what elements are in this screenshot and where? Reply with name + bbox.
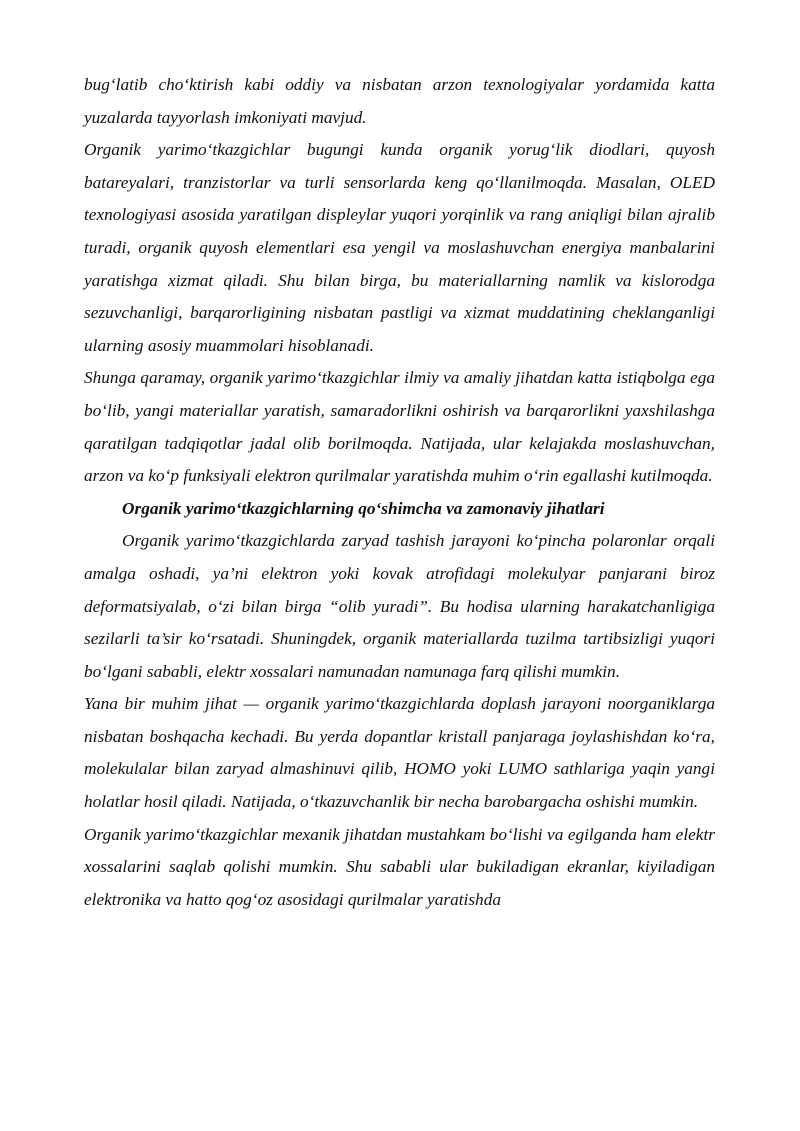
paragraph-charge-transport: Organik yarimo‘tkazgichlarda zaryad tashish jarayoni ko‘pincha polaronlar orqali amalga oshadi, ya’ni elektron yoki kovak atrofidagi molekulyar panjarani biroz deformatsiyalab, o‘zi bilan birga “olib yuradi”. Bu hodisa ularning harakatchanligiga sezilarli ta’sir ko‘rsatadi. Shuningdek, organik materiallarda tuzilma tartibsizligi yuqori bo‘lgani sababli, elektr xossalari namunadan namunaga farq qilishi mumkin. — [84, 531, 715, 681]
paragraph-applications: Organik yarimo‘tkazgichlar bugungi kunda organik yorug‘lik diodlari, quyosh batareyalari, tranzistorlar va turli sensorlarda keng qo‘llanilmoqda. Masalan, OLED texnologiyasi asosida yaratilgan displeylar yuqori yorqinlik va rang aniqligi bilan ajralib turadi, organik quyosh elementlari esa yengil va moslashuvchan energiya manbalarini yaratishga xizmat qiladi. Shu bilan birga, bu materiallarning namlik va kislorodga sezuvchanligi, barqarorligining nisbatan pastligi va xizmat muddatining cheklanganligi ularning asosiy muammolari hisoblanadi. — [84, 140, 715, 355]
paragraph-doping: Yana bir muhim jihat — organik yarimo‘tkazgichlarda doplash jarayoni noorganiklarga nisbatan boshqacha kechadi. Bu yerda dopantlar kristall panjaraga joylashishdan ko‘ra, molekulalar bilan zaryad almashinuvi qilib, HOMO yoki LUMO sathlariga yaqin yangi holatlar hosil qiladi. Natijada, o‘tkazuvchanlik bir necha barobargacha oshishi mumkin. — [84, 694, 715, 812]
paragraph-continued: bug‘latib cho‘ktirish kabi oddiy va nisbatan arzon texnologiyalar yordamida katta yuzalarda tayyorlash imkoniyati mavjud. — [84, 75, 715, 127]
section-heading: Organik yarimo‘tkazgichlarning qo‘shimcha va zamonaviy jihatlari — [122, 498, 605, 518]
paragraph-prospects: Shunga qaramay, organik yarimo‘tkazgichlar ilmiy va amaliy jihatdan katta istiqbolga ega bo‘lib, yangi materiallar yaratish, samaradorlikni oshirish va barqarorlikni yaxshilashga qaratilgan tadqiqotlar jadal olib borilmoqda. Natijada, ular kelajakda moslashuvchan, arzon va ko‘p funksiyali elektron qurilmalar yaratishda muhim o‘rin egallashi kutilmoqda. — [84, 368, 715, 486]
document-body — [84, 69, 715, 916]
paragraph-mechanical: Organik yarimo‘tkazgichlar mexanik jihatdan mustahkam bo‘lishi va egilganda ham elektr xossalarini saqlab qolishi mumkin. Shu sababli ular bukiladigan ekranlar, kiyiladigan elektronika va hatto qog‘oz asosidagi qurilmalar yaratishda — [84, 824, 715, 909]
